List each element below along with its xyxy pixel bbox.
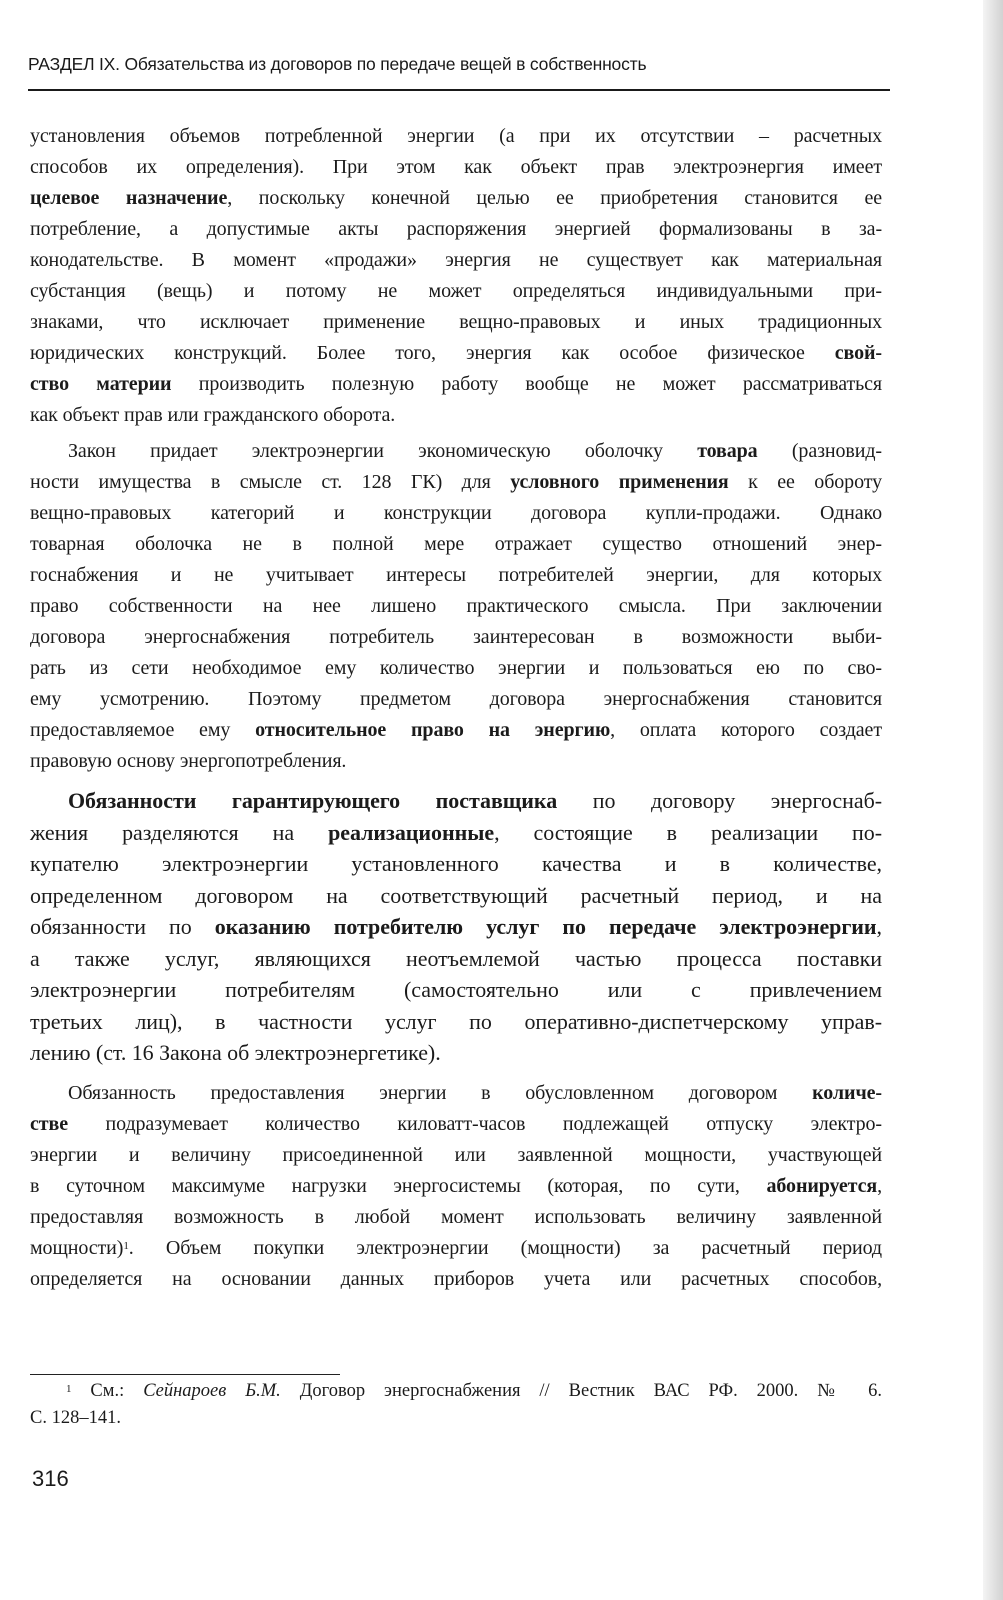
text-line: предоставляемое ему относительное право на энергию, оплата которого создает [30,719,882,741]
text-line: электроэнергии потребителям (самостоятельно или с привлечением [30,977,882,1002]
footnote-reference[interactable]: 1 [123,1239,129,1252]
bold-term: целевое назначение [30,187,228,209]
text-line: стве подразумевает количество киловатт-часов подлежащей отпуску электро- [30,1112,882,1135]
bold-term: реализационные [328,819,495,845]
footnote-rule [30,1374,340,1375]
bold-term: условного применения [510,471,729,493]
text-line: способов их определения). При этом как объект прав электроэнергия имеет [30,156,882,178]
text-line: определенном договором на соответствующий расчетный период, и на [30,882,882,908]
text-line: третьих лиц), в частности услуг по оперативно-диспетчерскому управ- [30,1008,882,1034]
running-header: РАЗДЕЛ IX. Обязательства из договоров по передаче вещей в собственность [28,54,647,74]
bold-term: относительное право на энергию [255,719,611,741]
text-line: потребление, а допустимые акты распоряжения энергией формализованы в за- [30,218,882,240]
bold-term: ство материи [30,373,172,395]
text-line: мощности)$^1$. Объем покупки электроэнергии (мощности) за расчетный период [30,1236,882,1259]
text-line: определяется на основании данных приборов учета или расчетных способов, [30,1267,882,1290]
text-line: Обязанность предоставления энергии в обусловленном договором количе- [68,1081,882,1104]
text-line: энергии и величину присоединенной или заявленной мощности, участвующей [30,1143,882,1166]
paragraph-2 [30,436,882,777]
text-line: вещно-правовых категорий и конструкции договора купли-продажи. Однако [30,502,882,524]
paragraph-1 [30,121,882,431]
footnote-line: $^1$ См.: Сейнароев Б.М. Договор энергоснабжения // Вестник ВАС РФ. 2000. № 6. [66,1381,883,1401]
bold-term: абонируется [766,1174,878,1197]
text-line: целевое назначение, поскольку конечной целью ее приобретения становится ее [30,187,882,209]
text-line: правовую основу энергопотребления. [30,750,347,772]
body-text [30,121,882,1300]
text-line: конодательстве. В момент «продажи» энергия не существует как материальная [30,249,882,271]
paragraph-3 [30,785,882,1069]
text-line: купателю электроэнергии установленного качества и в количестве, [30,851,882,876]
text-line: ство материи производить полезную работу вообще не может рассматриваться [30,373,882,395]
bold-term: Обязанности гарантирующего поставщика [68,788,558,813]
text-line: ему усмотрению. Поэтому предметом договора энергоснабжения становится [30,688,882,710]
text-line: госнабжения и не учитывает интересы потребителей энергии, для которых [30,564,882,586]
bold-term: стве [30,1112,68,1135]
text-line: обязанности по оказанию потребителю услуг по передаче электроэнергии, [30,914,882,939]
text-line: договора энергоснабжения потребитель заинтересован в возможности выби- [30,626,882,648]
bold-term: товара [697,440,758,462]
text-line: субстанция (вещь) и потому не может определяться индивидуальными при- [30,280,882,302]
footnote-author: Сейнароев Б.М. [143,1381,281,1401]
page-edge-shadow [983,0,1003,1600]
footnote-line: С. 128–141. [30,1408,121,1428]
bold-term: свой- [834,342,882,364]
text-line: юридических конструкций. Более того, энергия как особое физическое свой- [30,342,882,364]
text-line: право собственности на нее лишено практического смысла. При заключении [30,595,882,617]
text-line: жения разделяются на реализационные, состоящие в реализации по- [30,819,883,845]
footnote [30,1378,882,1432]
text-line: ности имущества в смысле ст. 128 ГК) для условного применения к ее обороту [30,471,882,493]
text-line: как объект прав или гражданского оборота. [30,404,396,426]
text-line: предоставляя возможность в любой момент использовать величину заявленной [30,1205,882,1228]
header-rule [28,89,890,91]
text-line: знаками, что исключает применение вещно-правовых и иных традиционных [30,311,882,333]
page-number: 316 [32,1466,69,1491]
text-line: а также услуг, являющихся неотъемлемой частью процесса поставки [30,945,882,971]
text-line: Обязанности гарантирующего поставщика по договору энергоснаб- [68,788,882,813]
paragraph-4 [30,1078,882,1295]
text-line: лению (ст. 16 Закона об электроэнергетике). [30,1040,441,1065]
bold-term: оказанию потребителю услуг по передаче электроэнергии [214,914,877,939]
text-line: в суточном максимуме нагрузки энергосистемы (которая, по сути, абонируется, [30,1174,882,1197]
text-line: товарная оболочка не в полной мере отражает существо отношений энер- [30,533,882,555]
text-line: Закон придает электроэнергии экономическую оболочку товара (разновид- [68,440,882,462]
footnote-marker: 1 [66,1383,72,1395]
text-line: установления объемов потребленной энергии (а при их отсутствии – расчетных [30,125,882,147]
bold-term: количе- [812,1081,882,1104]
text-line: рать из сети необходимое ему количество энергии и пользоваться ею по сво- [30,657,882,679]
